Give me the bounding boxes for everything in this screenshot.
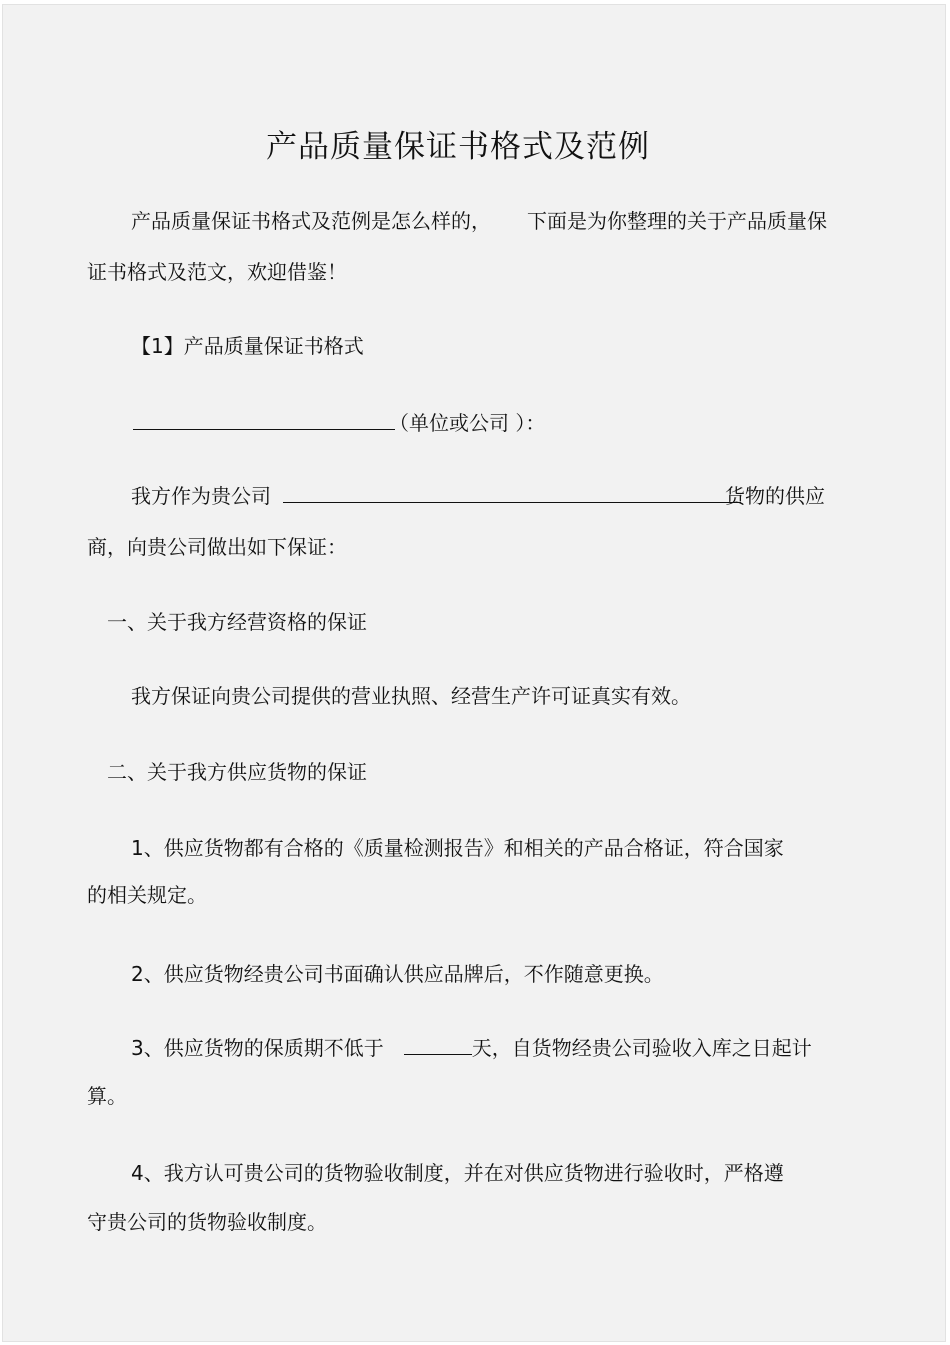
section-heading: 【1】产品质量保证书格式 [131,334,364,358]
intro-line-1 [131,207,827,235]
part1-heading: 一、关于我方经营资格的保证 [107,610,367,634]
statement-suffix: 货物的供应 [725,484,825,508]
item4-line-1: 4、我方认可贵公司的货物验收制度，并在对供应货物进行验收时，严格遵 [131,1161,784,1185]
addressee-blank [133,411,395,430]
part1-body: 我方保证向贵公司提供的营业执照、经营生产许可证真实有效。 [131,684,691,708]
item1-line-2: 的相关规定。 [87,883,207,907]
item3-line-2: 算。 [87,1084,127,1108]
intro-text-b: 下面是为你整理的关于产品质量保 [527,209,827,233]
part2-heading: 二、关于我方供应货物的保证 [107,760,367,784]
statement-line-1 [131,482,825,510]
item3-prefix: 3、供应货物的保质期不低于 [131,1036,384,1060]
item1-line-1: 1、供应货物都有合格的《质量检测报告》和相关的产品合格证，符合国家 [131,836,784,860]
item3-line-1 [131,1034,812,1062]
addressee-suffix: （单位或公司 ）： [389,411,546,435]
goods-blank [283,484,741,503]
statement-line-2: 商，向贵公司做出如下保证： [87,535,347,559]
intro-text-a: 产品质量保证书格式及范例是怎么样的， [131,209,491,233]
item4-line-2: 守贵公司的货物验收制度。 [87,1210,327,1234]
item3-suffix: 天，自货物经贵公司验收入库之日起计 [471,1036,812,1060]
item2: 2、供应货物经贵公司书面确认供应品牌后，不作随意更换。 [131,962,664,986]
statement-prefix: 我方作为贵公司 [131,484,271,508]
document-page [2,4,946,1342]
shelf-life-blank [404,1036,472,1055]
intro-line-2: 证书格式及范文，欢迎借鉴！ [87,260,347,284]
addressee-line [133,409,545,437]
document-title: 产品质量保证书格式及范例 [266,129,650,165]
